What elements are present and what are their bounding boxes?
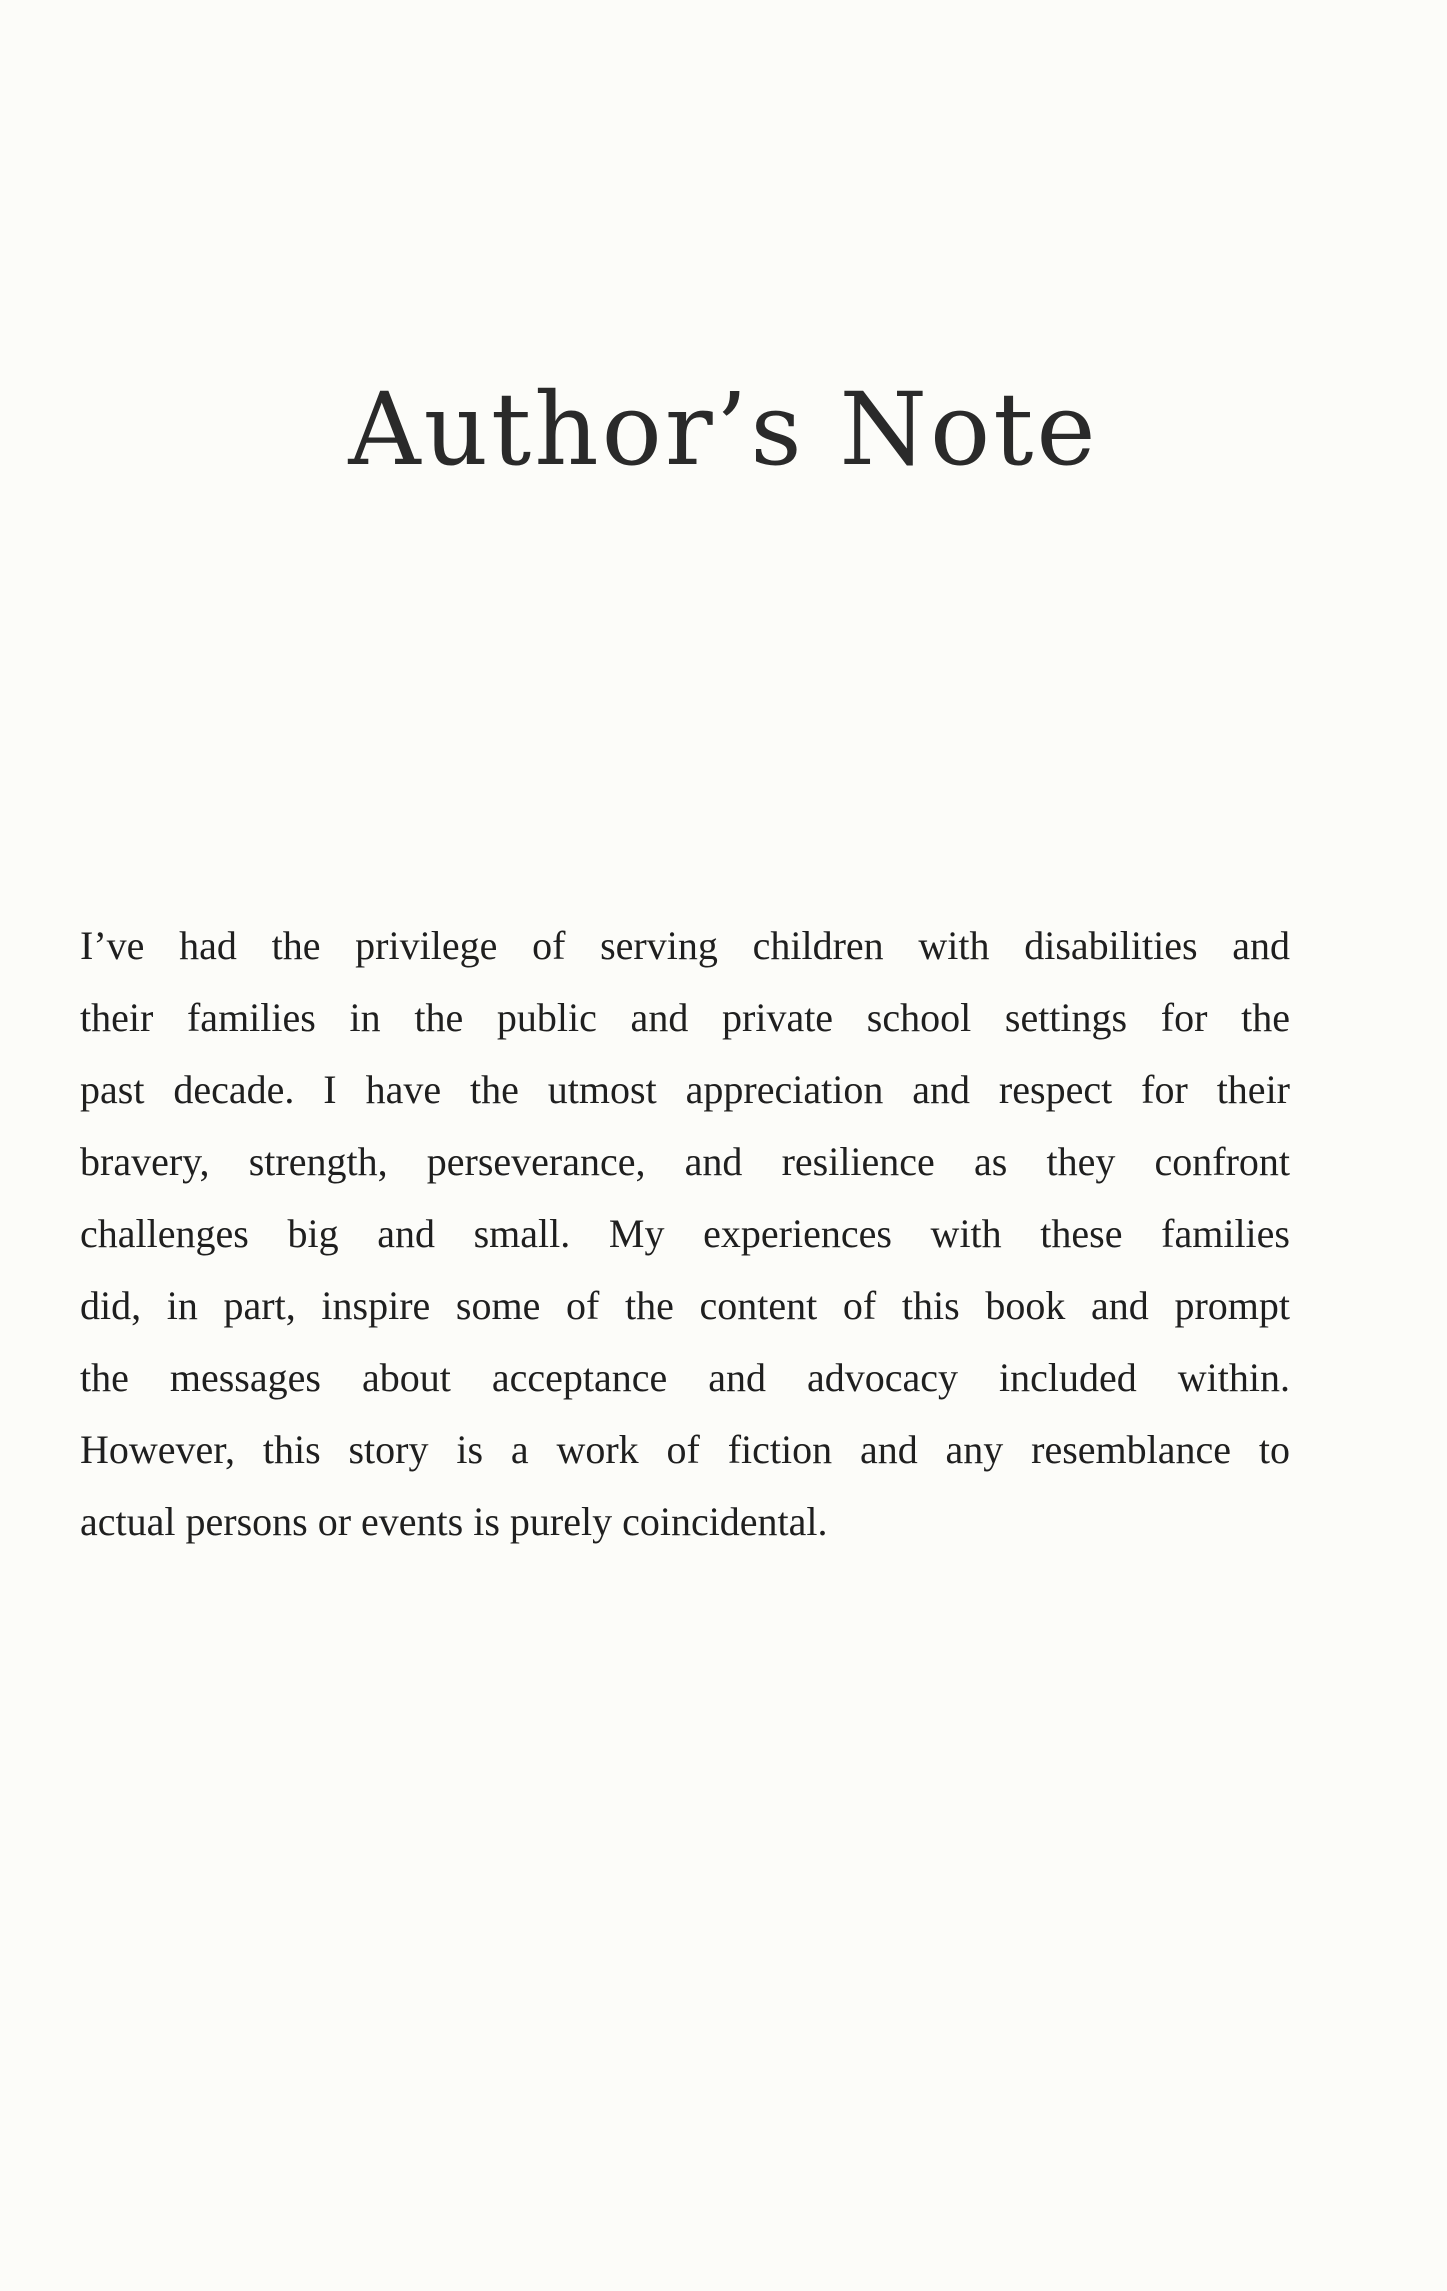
paragraph-line: their families in the public and private school settings for the [80, 995, 1290, 1040]
paragraph-line: the messages about acceptance and advocacy included within. [80, 1355, 1290, 1400]
paragraph-line: bravery, strength, perseverance, and resilience as they confront [80, 1139, 1290, 1184]
paragraph-line: did, in part, inspire some of the content of this book and prompt [80, 1283, 1290, 1328]
page-title: Author’s Note [348, 371, 1099, 488]
author-note-paragraph [80, 910, 1290, 1558]
paragraph-line: challenges big and small. My experiences with these families [80, 1211, 1290, 1256]
paragraph-line: I’ve had the privilege of serving children with disabilities and [80, 923, 1290, 968]
paragraph-line: However, this story is a work of fiction and any resemblance to [80, 1427, 1290, 1472]
paragraph-line: past decade. I have the utmost appreciation and respect for their [80, 1067, 1290, 1112]
paragraph-line: actual persons or events is purely coincidental. [80, 1499, 828, 1544]
